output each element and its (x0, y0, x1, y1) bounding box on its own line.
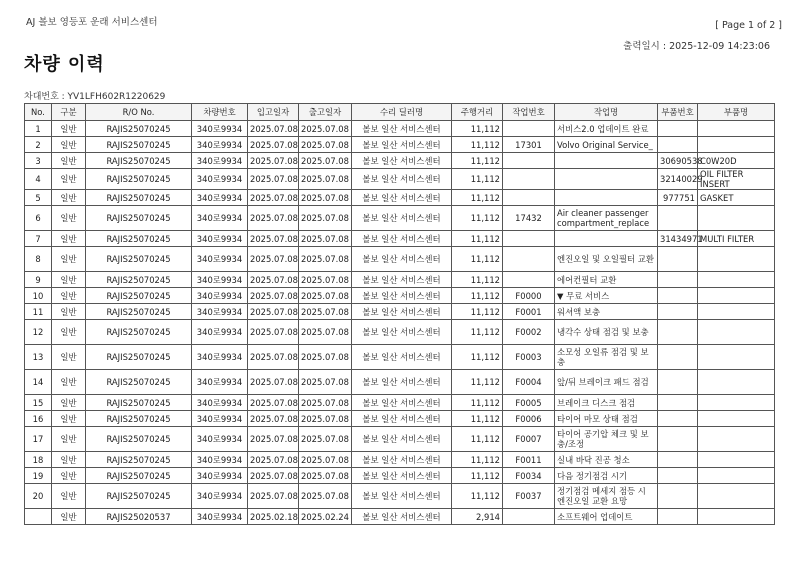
col-header-no: No. (25, 104, 52, 121)
cell-out-date: 2025.07.08 (299, 137, 352, 153)
table-row (25, 411, 775, 427)
cell-part-no (658, 247, 698, 272)
cell-type: 일반 (52, 288, 86, 304)
cell-type: 일반 (52, 345, 86, 370)
col-header-mileage: 주행거리 (452, 104, 503, 121)
cell-dealer: 볼보 일산 서비스센터 (352, 411, 452, 427)
cell-part-name (698, 304, 775, 320)
col-header-part-name: 부품명 (698, 104, 775, 121)
table-row (25, 153, 775, 169)
cell-in-date: 2025.07.08 (248, 304, 299, 320)
table-row (25, 370, 775, 395)
cell-dealer: 볼보 일산 서비스센터 (352, 153, 452, 169)
cell-ro-no: RAJIS25070245 (86, 247, 192, 272)
cell-ro-no: RAJIS25070245 (86, 190, 192, 206)
cell-job-no: F0006 (503, 411, 555, 427)
cell-job-name: 소모성 오일류 점검 및 보충 (555, 345, 658, 370)
cell-job-name: 타이어 마모 상태 점검 (555, 411, 658, 427)
cell-car-no: 340로9934 (192, 370, 248, 395)
cell-type: 일반 (52, 304, 86, 320)
cell-no: 4 (25, 169, 52, 190)
cell-job-no (503, 169, 555, 190)
cell-part-name (698, 272, 775, 288)
cell-in-date: 2025.07.08 (248, 468, 299, 484)
cell-job-no (503, 121, 555, 137)
cell-out-date: 2025.07.08 (299, 288, 352, 304)
cell-out-date: 2025.07.08 (299, 484, 352, 509)
cell-mileage: 11,112 (452, 231, 503, 247)
cell-in-date: 2025.07.08 (248, 395, 299, 411)
cell-job-name: 앞/뒤 브레이크 패드 점검 (555, 370, 658, 395)
cell-out-date: 2025.07.08 (299, 247, 352, 272)
cell-mileage: 11,112 (452, 247, 503, 272)
cell-dealer: 볼보 일산 서비스센터 (352, 288, 452, 304)
cell-car-no: 340로9934 (192, 484, 248, 509)
cell-ro-no: RAJIS25070245 (86, 345, 192, 370)
table-row (25, 137, 775, 153)
cell-part-no: 31434971 (658, 231, 698, 247)
cell-no: 13 (25, 345, 52, 370)
cell-part-name (698, 320, 775, 345)
cell-part-no (658, 509, 698, 525)
cell-in-date: 2025.07.08 (248, 137, 299, 153)
cell-car-no: 340로9934 (192, 411, 248, 427)
cell-job-no: 17432 (503, 206, 555, 231)
cell-mileage: 11,112 (452, 190, 503, 206)
cell-type: 일반 (52, 427, 86, 452)
cell-out-date: 2025.07.08 (299, 153, 352, 169)
cell-no: 20 (25, 484, 52, 509)
cell-part-no (658, 320, 698, 345)
cell-out-date: 2025.07.08 (299, 370, 352, 395)
cell-no: 10 (25, 288, 52, 304)
cell-part-name: MULTI FILTER (698, 231, 775, 247)
cell-job-name: 소프트웨어 업데이트 (555, 509, 658, 525)
cell-no: 5 (25, 190, 52, 206)
cell-dealer: 볼보 일산 서비스센터 (352, 452, 452, 468)
cell-out-date: 2025.07.08 (299, 272, 352, 288)
cell-type: 일반 (52, 509, 86, 525)
cell-car-no: 340로9934 (192, 468, 248, 484)
cell-job-no (503, 153, 555, 169)
cell-part-name (698, 370, 775, 395)
cell-job-name: 브레이크 디스크 점검 (555, 395, 658, 411)
cell-car-no: 340로9934 (192, 206, 248, 231)
table-row (25, 288, 775, 304)
cell-part-no (658, 395, 698, 411)
cell-no: 17 (25, 427, 52, 452)
cell-job-name: 냉각수 상태 점검 및 보충 (555, 320, 658, 345)
cell-job-name: 다음 정기점검 시기 (555, 468, 658, 484)
cell-job-name: ▼ 무료 서비스 (555, 288, 658, 304)
cell-job-name: 서비스2.0 업데이트 완료 (555, 121, 658, 137)
cell-out-date: 2025.07.08 (299, 395, 352, 411)
cell-part-name (698, 468, 775, 484)
cell-in-date: 2025.07.08 (248, 427, 299, 452)
cell-mileage: 11,112 (452, 345, 503, 370)
cell-no: 8 (25, 247, 52, 272)
cell-part-name (698, 411, 775, 427)
cell-in-date: 2025.07.08 (248, 484, 299, 509)
cell-part-no (658, 288, 698, 304)
cell-job-no: F0037 (503, 484, 555, 509)
table-row (25, 206, 775, 231)
cell-ro-no: RAJIS25070245 (86, 468, 192, 484)
col-header-in-date: 입고일자 (248, 104, 299, 121)
cell-mileage: 11,112 (452, 484, 503, 509)
table-row (25, 231, 775, 247)
cell-job-no (503, 190, 555, 206)
cell-in-date: 2025.07.08 (248, 247, 299, 272)
cell-in-date: 2025.07.08 (248, 411, 299, 427)
cell-job-no: F0003 (503, 345, 555, 370)
cell-part-name: OIL FILTER INSERT (698, 169, 775, 190)
cell-ro-no: RAJIS25070245 (86, 484, 192, 509)
cell-dealer: 볼보 일산 서비스센터 (352, 395, 452, 411)
col-header-type: 구분 (52, 104, 86, 121)
cell-type: 일반 (52, 153, 86, 169)
cell-no: 12 (25, 320, 52, 345)
cell-car-no: 340로9934 (192, 137, 248, 153)
cell-job-name: 타이어 공기압 체크 및 보충/조정 (555, 427, 658, 452)
page-indicator: [ Page 1 of 2 ] (715, 20, 782, 31)
cell-no: 3 (25, 153, 52, 169)
cell-ro-no: RAJIS25070245 (86, 304, 192, 320)
cell-ro-no: RAJIS25070245 (86, 427, 192, 452)
cell-dealer: 볼보 일산 서비스센터 (352, 272, 452, 288)
cell-job-no: 17301 (503, 137, 555, 153)
cell-type: 일반 (52, 484, 86, 509)
cell-dealer: 볼보 일산 서비스센터 (352, 468, 452, 484)
table-row (25, 121, 775, 137)
cell-car-no: 340로9934 (192, 153, 248, 169)
cell-out-date: 2025.07.08 (299, 121, 352, 137)
cell-dealer: 볼보 일산 서비스센터 (352, 345, 452, 370)
company-name: AJ 볼보 영등포 운래 서비스센터 (26, 17, 158, 28)
cell-out-date: 2025.07.08 (299, 345, 352, 370)
page-title: 차량 이력 (24, 54, 105, 75)
cell-part-no (658, 484, 698, 509)
print-datetime: 출력일시 : 2025-12-09 14:23:06 (623, 41, 770, 52)
cell-type: 일반 (52, 206, 86, 231)
cell-type: 일반 (52, 247, 86, 272)
cell-part-name (698, 427, 775, 452)
cell-ro-no: RAJIS25070245 (86, 411, 192, 427)
cell-mileage: 11,112 (452, 468, 503, 484)
cell-part-no (658, 345, 698, 370)
table-header-row (25, 104, 775, 121)
cell-part-name: C0W20D (698, 153, 775, 169)
cell-job-no (503, 509, 555, 525)
cell-job-no: F0011 (503, 452, 555, 468)
col-header-job-name: 작업명 (555, 104, 658, 121)
table-row (25, 468, 775, 484)
cell-type: 일반 (52, 395, 86, 411)
cell-mileage: 11,112 (452, 304, 503, 320)
cell-in-date: 2025.07.08 (248, 345, 299, 370)
cell-car-no: 340로9934 (192, 345, 248, 370)
cell-no: 15 (25, 395, 52, 411)
col-header-car-no: 차량번호 (192, 104, 248, 121)
cell-no: 1 (25, 121, 52, 137)
cell-part-name (698, 206, 775, 231)
table-row (25, 452, 775, 468)
cell-out-date: 2025.07.08 (299, 427, 352, 452)
cell-in-date: 2025.07.08 (248, 169, 299, 190)
cell-part-no (658, 452, 698, 468)
cell-part-no (658, 411, 698, 427)
cell-mileage: 11,112 (452, 288, 503, 304)
cell-part-no (658, 121, 698, 137)
table-row (25, 345, 775, 370)
cell-mileage: 11,112 (452, 452, 503, 468)
cell-job-no: F0007 (503, 427, 555, 452)
cell-mileage: 11,112 (452, 206, 503, 231)
cell-ro-no: RAJIS25070245 (86, 153, 192, 169)
col-header-ro-no: R/O No. (86, 104, 192, 121)
cell-in-date: 2025.07.08 (248, 320, 299, 345)
cell-no: 19 (25, 468, 52, 484)
cell-part-name (698, 395, 775, 411)
cell-ro-no: RAJIS25070245 (86, 231, 192, 247)
cell-car-no: 340로9934 (192, 121, 248, 137)
cell-job-name (555, 231, 658, 247)
cell-out-date: 2025.07.08 (299, 169, 352, 190)
cell-part-name: GASKET (698, 190, 775, 206)
cell-dealer: 볼보 일산 서비스센터 (352, 121, 452, 137)
cell-car-no: 340로9934 (192, 272, 248, 288)
cell-dealer: 볼보 일산 서비스센터 (352, 231, 452, 247)
cell-part-no (658, 304, 698, 320)
cell-part-no (658, 272, 698, 288)
cell-car-no: 340로9934 (192, 169, 248, 190)
table-row (25, 509, 775, 525)
cell-mileage: 11,112 (452, 153, 503, 169)
cell-type: 일반 (52, 190, 86, 206)
cell-car-no: 340로9934 (192, 452, 248, 468)
cell-in-date: 2025.07.08 (248, 121, 299, 137)
cell-part-no (658, 206, 698, 231)
cell-no (25, 509, 52, 525)
cell-out-date: 2025.07.08 (299, 206, 352, 231)
cell-job-name (555, 153, 658, 169)
cell-type: 일반 (52, 272, 86, 288)
cell-ro-no: RAJIS25070245 (86, 320, 192, 345)
cell-ro-no: RAJIS25070245 (86, 121, 192, 137)
cell-part-name (698, 452, 775, 468)
cell-ro-no: RAJIS25070245 (86, 137, 192, 153)
table-row (25, 272, 775, 288)
cell-mileage: 11,112 (452, 121, 503, 137)
table-row (25, 247, 775, 272)
cell-in-date: 2025.07.08 (248, 231, 299, 247)
cell-mileage: 2,914 (452, 509, 503, 525)
cell-job-name: 실내 바닥 진공 청소 (555, 452, 658, 468)
cell-job-no: F0034 (503, 468, 555, 484)
cell-out-date: 2025.07.08 (299, 231, 352, 247)
cell-car-no: 340로9934 (192, 427, 248, 452)
cell-mileage: 11,112 (452, 169, 503, 190)
cell-part-name (698, 345, 775, 370)
cell-out-date: 2025.07.08 (299, 452, 352, 468)
table-row (25, 304, 775, 320)
cell-mileage: 11,112 (452, 427, 503, 452)
cell-ro-no: RAJIS25070245 (86, 272, 192, 288)
cell-in-date: 2025.07.08 (248, 153, 299, 169)
col-header-job-no: 작업번호 (503, 104, 555, 121)
cell-dealer: 볼보 일산 서비스센터 (352, 169, 452, 190)
cell-part-name (698, 137, 775, 153)
table-row (25, 169, 775, 190)
table-row (25, 427, 775, 452)
cell-job-no (503, 231, 555, 247)
cell-in-date: 2025.02.18 (248, 509, 299, 525)
cell-mileage: 11,112 (452, 411, 503, 427)
cell-job-name: Air cleaner passenger compartment_replace (555, 206, 658, 231)
cell-in-date: 2025.07.08 (248, 370, 299, 395)
cell-part-no (658, 427, 698, 452)
col-header-part-no: 부품번호 (658, 104, 698, 121)
cell-dealer: 볼보 일산 서비스센터 (352, 190, 452, 206)
cell-part-no: 977751 (658, 190, 698, 206)
cell-type: 일반 (52, 468, 86, 484)
cell-out-date: 2025.07.08 (299, 411, 352, 427)
cell-part-name (698, 288, 775, 304)
cell-part-name (698, 121, 775, 137)
cell-job-no: F0002 (503, 320, 555, 345)
cell-job-name: 정기점검 메세지 점등 시 엔진오일 교환 요망 (555, 484, 658, 509)
cell-part-name (698, 247, 775, 272)
cell-out-date: 2025.07.08 (299, 190, 352, 206)
cell-dealer: 볼보 일산 서비스센터 (352, 427, 452, 452)
cell-dealer: 볼보 일산 서비스센터 (352, 509, 452, 525)
vin-label: 차대번호 : YV1LFH602R1220629 (24, 92, 166, 102)
cell-in-date: 2025.07.08 (248, 288, 299, 304)
cell-out-date: 2025.07.08 (299, 320, 352, 345)
cell-job-name: Volvo Original Service_ (555, 137, 658, 153)
cell-type: 일반 (52, 452, 86, 468)
cell-in-date: 2025.07.08 (248, 452, 299, 468)
cell-job-name (555, 190, 658, 206)
cell-car-no: 340로9934 (192, 231, 248, 247)
cell-type: 일반 (52, 411, 86, 427)
cell-car-no: 340로9934 (192, 190, 248, 206)
cell-job-no: F0000 (503, 288, 555, 304)
cell-car-no: 340로9934 (192, 320, 248, 345)
cell-mileage: 11,112 (452, 370, 503, 395)
cell-ro-no: RAJIS25070245 (86, 395, 192, 411)
cell-car-no: 340로9934 (192, 395, 248, 411)
cell-dealer: 볼보 일산 서비스센터 (352, 247, 452, 272)
cell-job-no: F0001 (503, 304, 555, 320)
cell-no: 6 (25, 206, 52, 231)
cell-dealer: 볼보 일산 서비스센터 (352, 304, 452, 320)
cell-out-date: 2025.07.08 (299, 304, 352, 320)
cell-ro-no: RAJIS25070245 (86, 288, 192, 304)
cell-out-date: 2025.07.08 (299, 468, 352, 484)
cell-job-name: 워셔액 보충 (555, 304, 658, 320)
cell-no: 7 (25, 231, 52, 247)
cell-part-name (698, 509, 775, 525)
cell-ro-no: RAJIS25070245 (86, 370, 192, 395)
cell-car-no: 340로9934 (192, 288, 248, 304)
cell-no: 14 (25, 370, 52, 395)
cell-job-no: F0005 (503, 395, 555, 411)
cell-dealer: 볼보 일산 서비스센터 (352, 484, 452, 509)
cell-no: 9 (25, 272, 52, 288)
cell-part-no (658, 370, 698, 395)
cell-car-no: 340로9934 (192, 247, 248, 272)
cell-no: 2 (25, 137, 52, 153)
vehicle-history-table (24, 103, 775, 525)
cell-part-no (658, 468, 698, 484)
cell-mileage: 11,112 (452, 320, 503, 345)
cell-in-date: 2025.07.08 (248, 272, 299, 288)
cell-in-date: 2025.07.08 (248, 190, 299, 206)
cell-type: 일반 (52, 370, 86, 395)
cell-part-name (698, 484, 775, 509)
cell-ro-no: RAJIS25070245 (86, 206, 192, 231)
cell-type: 일반 (52, 231, 86, 247)
table-row (25, 484, 775, 509)
table-row (25, 320, 775, 345)
cell-part-no: 30690538 (658, 153, 698, 169)
cell-car-no: 340로9934 (192, 509, 248, 525)
cell-dealer: 볼보 일산 서비스센터 (352, 206, 452, 231)
cell-job-no (503, 272, 555, 288)
cell-mileage: 11,112 (452, 395, 503, 411)
cell-job-no: F0004 (503, 370, 555, 395)
cell-part-no (658, 137, 698, 153)
cell-ro-no: RAJIS25070245 (86, 169, 192, 190)
cell-part-no: 32140029 (658, 169, 698, 190)
cell-car-no: 340로9934 (192, 304, 248, 320)
cell-ro-no: RAJIS25020537 (86, 509, 192, 525)
cell-job-no (503, 247, 555, 272)
cell-no: 11 (25, 304, 52, 320)
cell-type: 일반 (52, 121, 86, 137)
cell-type: 일반 (52, 320, 86, 345)
cell-out-date: 2025.02.24 (299, 509, 352, 525)
cell-type: 일반 (52, 137, 86, 153)
col-header-dealer: 수리 딜러명 (352, 104, 452, 121)
cell-mileage: 11,112 (452, 272, 503, 288)
cell-dealer: 볼보 일산 서비스센터 (352, 370, 452, 395)
cell-no: 16 (25, 411, 52, 427)
table-row (25, 190, 775, 206)
cell-job-name (555, 169, 658, 190)
col-header-out-date: 출고일자 (299, 104, 352, 121)
cell-no: 18 (25, 452, 52, 468)
cell-job-name: 엔진오일 및 오일필터 교환 (555, 247, 658, 272)
cell-type: 일반 (52, 169, 86, 190)
cell-dealer: 볼보 일산 서비스센터 (352, 320, 452, 345)
cell-dealer: 볼보 일산 서비스센터 (352, 137, 452, 153)
cell-ro-no: RAJIS25070245 (86, 452, 192, 468)
cell-mileage: 11,112 (452, 137, 503, 153)
cell-job-name: 에어컨필터 교환 (555, 272, 658, 288)
table-row (25, 395, 775, 411)
cell-in-date: 2025.07.08 (248, 206, 299, 231)
